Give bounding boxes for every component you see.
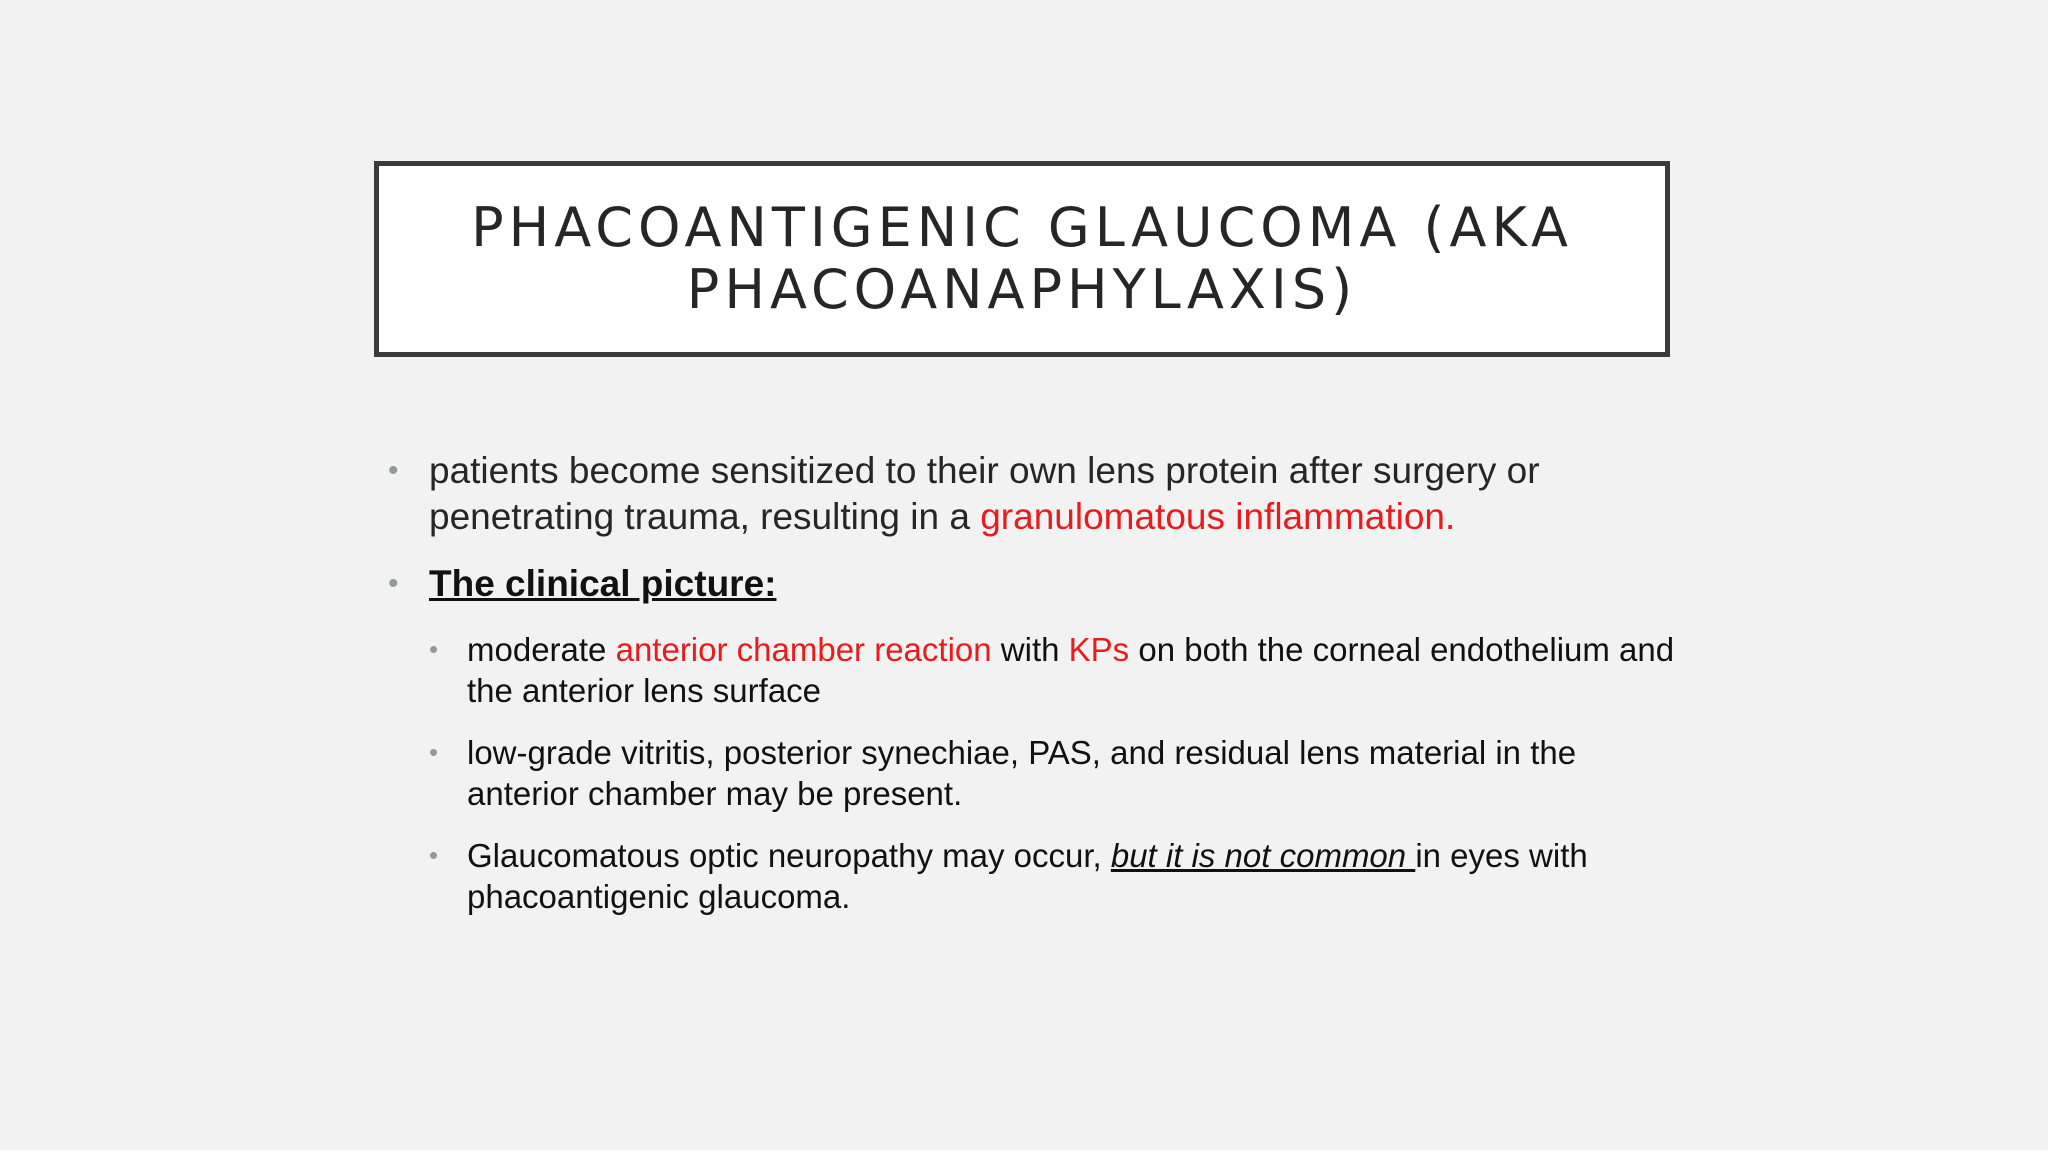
bullet-text: on both the corneal endothelium and the anterior lens surface [467,631,1675,709]
bullet-marker: • [388,567,399,600]
bullet-marker: • [388,454,399,487]
bullet-marker: • [429,840,439,870]
sub-bullet-item [386,732,1686,814]
emphasized-text: but it is not common [1110,837,1416,874]
bullet-text: moderate [467,631,616,668]
sub-bullet-item [386,629,1686,711]
title-box [374,161,1670,357]
bullet-text: low-grade vitritis, posterior synechiae, PAS, and residual lens material in the anterior chamber may be present. [467,734,1577,812]
bullet-item [386,448,1686,540]
bullet-marker: • [429,634,439,664]
bullet-text: with [991,631,1069,668]
highlighted-text: anterior chamber reaction [615,631,992,668]
section-heading: The clinical picture: [429,563,777,604]
slide-title: PHACOANTIGENIC GLAUCOMA (AKA PHACOANAPHYLAXIS) [471,196,1573,321]
bullet-text: Glaucomatous optic neuropathy may occur, [467,837,1111,874]
sub-bullet-item [386,835,1686,917]
bullet-marker: • [429,737,439,767]
highlighted-text: KPs [1068,631,1130,668]
bullet-item [386,561,1686,607]
bullet-text: patients become sensitized to their own lens protein after surgery or penetrating trauma, resulting in a [429,450,1540,537]
bullet-text: in eyes with phacoantigenic glaucoma. [467,837,1588,915]
highlighted-text: granulomatous inflammation. [980,496,1456,537]
slide-content [386,448,1686,917]
